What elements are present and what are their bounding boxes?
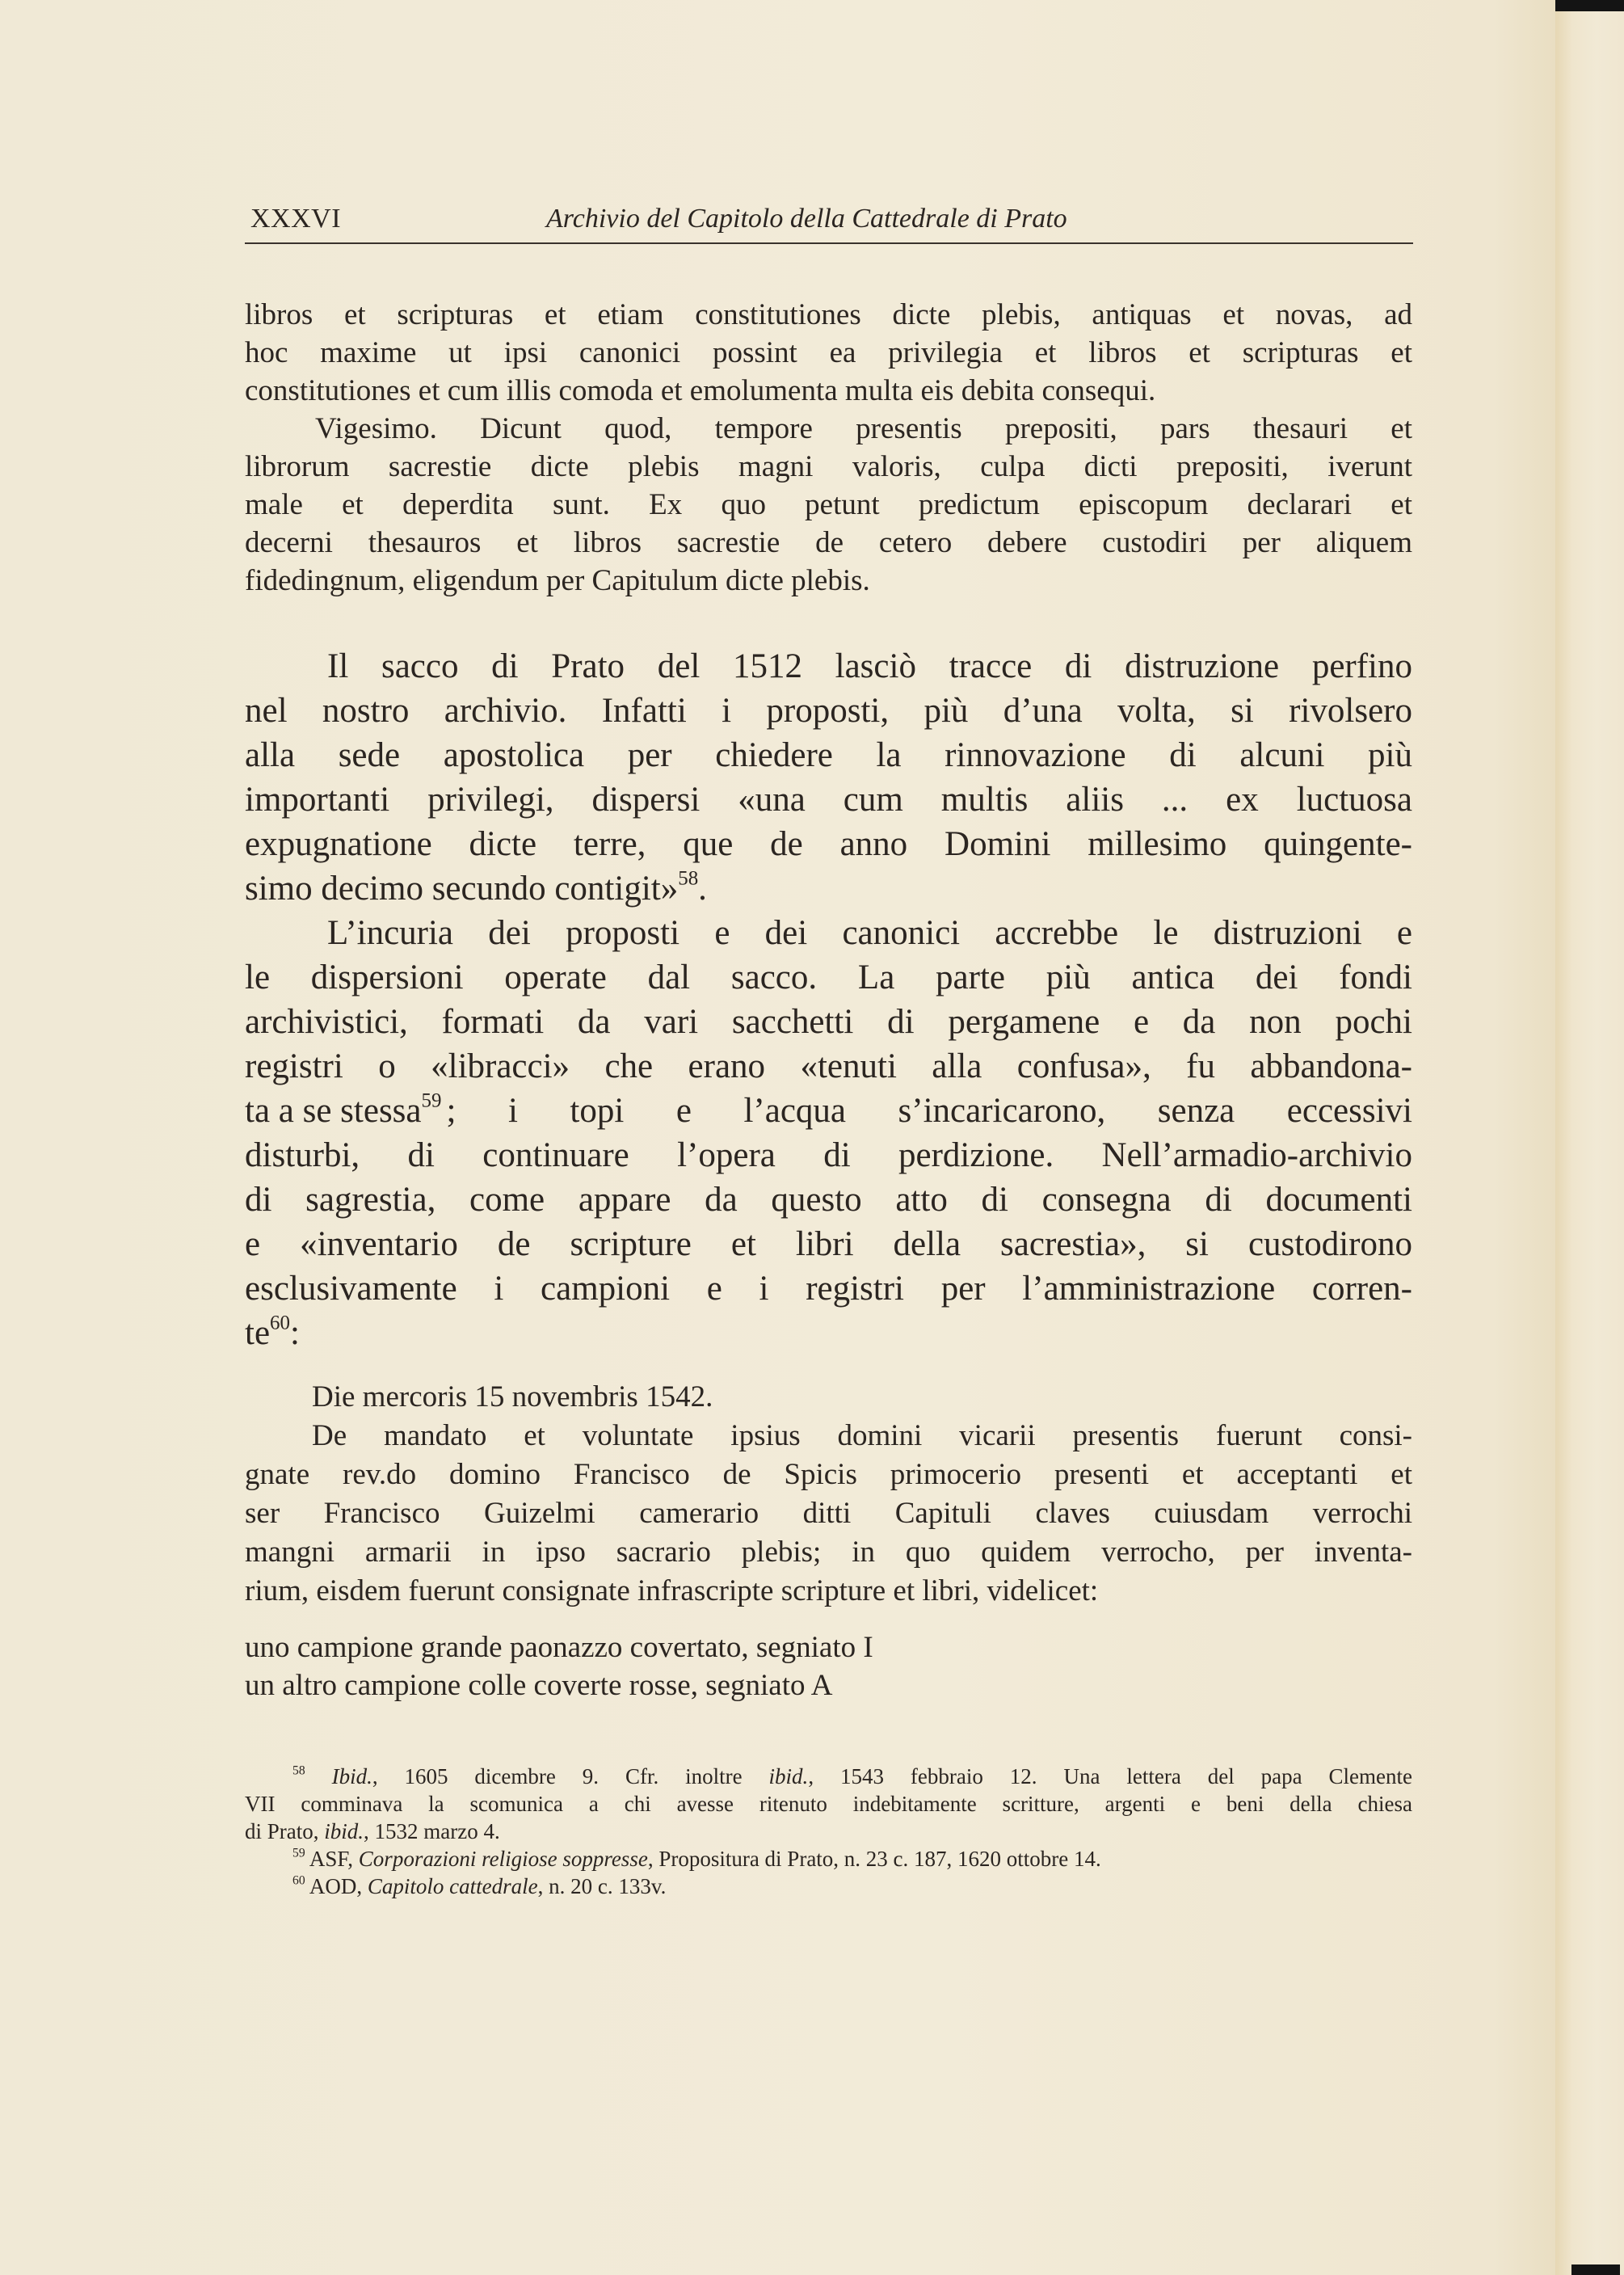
body-line: expugnatione dicte terre, que de anno Domini millesimo quingente- [245,825,1412,863]
body-line: Il sacco di Prato del 1512 lasciò tracce di distruzione perfino [327,647,1412,685]
quote-line: libros et scripturas et etiam constitutiones dicte plebis, antiquas et novas, ad [245,298,1412,331]
footnote-text: ibid. [768,1764,809,1788]
footnote-ref-58[interactable]: 58 [678,867,699,890]
running-header [250,204,1412,236]
binding-shadow-bottom [1571,2264,1620,2275]
body-line: alla sede apostolica per chiedere la rinnovazione di alcuni più [245,736,1412,774]
body-line: esclusivamente i campioni e i registri per l’amministrazione corren- [245,1270,1412,1308]
footnote-text: ibid. [324,1819,364,1843]
body-line: le dispersioni operate dal sacco. La parte più antica dei fondi [245,958,1412,996]
body-line: importanti privilegi, dispersi «una cum multis aliis ... ex luctuosa [245,781,1412,819]
body-line: L’incuria dei proposti e dei canonici accrebbe le distruzioni e [327,914,1412,952]
body-line-text: ; i topi e l’acqua s’incaricarono, senza eccessivi [446,1092,1412,1130]
running-title: Archivio del Capitolo della Cattedrale di Prato [546,204,1067,234]
footnote-text: ASF, [309,1847,359,1871]
body-line-text [245,1091,441,1131]
footnote-ref-59[interactable]: 59 [421,1089,442,1112]
body-line: e «inventario de scripture et libri della sacrestia», si custodirono [245,1225,1412,1263]
body-line: archivistici, formati da vari sacchetti di pergamene e da non pochi [245,1003,1412,1041]
footnote-number: 59 [292,1846,305,1860]
footnote-60 [292,1874,1412,1899]
body-line-text: te [245,1314,271,1352]
body-line [245,869,1412,908]
footnote-text: , 1543 febbraio 12. Una lettera del papa Clemente [808,1764,1412,1788]
quote-line: hoc maxime ut ipsi canonici possint ea privilegia et libros et scripturas et [245,336,1412,369]
quote-line: constitutiones et cum illis comoda et emolumenta multa eis debita consequi. [245,374,1156,407]
footnote-text: Capitolo cattedrale [367,1874,538,1898]
footnote-59 [292,1847,1412,1872]
page-number: XXXVI [250,204,342,234]
quote-line: gnate rev.do domino Francisco de Spicis primocerio presenti et acceptanti et [245,1458,1412,1491]
body-line [245,1091,1412,1131]
quote-line: male et deperdita sunt. Ex quo petunt predictum episcopum declarari et [245,488,1412,521]
inventory-item: un altro campione colle coverte rosse, segniato A [245,1669,833,1702]
quote-line: De mandato et voluntate ipsius domini vicarii presentis fuerunt consi- [312,1419,1412,1452]
quote-line: decerni thesauros et libros sacrestie de cetero debere custodiri per aliquem [245,526,1412,559]
body-line-text: simo decimo secundo contigit» [245,870,679,908]
inventory-item: uno campione grande paonazzo covertato, segniato I [245,1631,873,1664]
punctuation: . [698,870,707,908]
document-date: Die mercoris 15 novembris 1542. [312,1380,713,1413]
footnote-text: Corporazioni religiose soppresse [358,1847,648,1871]
header-rule [245,242,1413,244]
footnote-text: , n. 20 c. 133v. [537,1874,667,1898]
footnote-58-cont: VII comminava la scomunica a chi avesse ritenuto indebitamente scritture, argenti e beni della chiesa [245,1792,1412,1816]
body-line-text: ta a se stessa [245,1092,422,1130]
footnote-text: , 1605 dicembre 9. Cfr. inoltre [372,1764,769,1788]
footnote-number: 58 [292,1763,305,1778]
body-line: nel nostro archivio. Infatti i proposti, più d’una volta, si rivolsero [245,692,1412,730]
quote-line: rium, eisdem fuerunt consignate infrascripte scripture et libri, videlicet: [245,1574,1099,1607]
binding-shadow-top [1555,0,1624,11]
adjacent-page-edge [1555,11,1624,2275]
footnote-text: , Propositura di Prato, n. 23 c. 187, 1620 ottobre 14. [647,1847,1101,1871]
quote-line: fidedingnum, eligendum per Capitulum dicte plebis. [245,564,870,597]
footnote-text: AOD, [309,1874,368,1898]
footnote-58-cont [245,1819,1412,1844]
quote-line: ser Francisco Guizelmi camerario ditti Capituli claves cuiusdam verrochi [245,1497,1412,1530]
body-line: registri o «libracci» che erano «tenuti alla confusa», fu abbandona- [245,1047,1412,1085]
footnote-ref-60[interactable]: 60 [270,1312,290,1334]
footnote-text: , 1532 marzo 4. [364,1819,500,1843]
body-line: disturbi, di continuare l’opera di perdizione. Nell’armadio-archivio [245,1136,1412,1174]
quote-line: mangni armarii in ipso sacrario plebis; in quo quidem verrocho, per inventa- [245,1536,1412,1569]
footnote-text: di Prato, [245,1819,325,1843]
quote-line: librorum sacrestie dicte plebis magni valoris, culpa dicti prepositi, iverunt [245,450,1412,483]
quote-line: Vigesimo. Dicunt quod, tempore presentis prepositi, pars thesauri et [315,412,1412,445]
footnote-text: Ibid. [331,1764,372,1788]
body-line [245,1313,1412,1353]
footnote-number: 60 [292,1873,305,1888]
footnote-58 [292,1764,1412,1789]
punctuation: : [289,1314,300,1352]
body-line: di sagrestia, come appare da questo atto di consegna di documenti [245,1181,1412,1219]
